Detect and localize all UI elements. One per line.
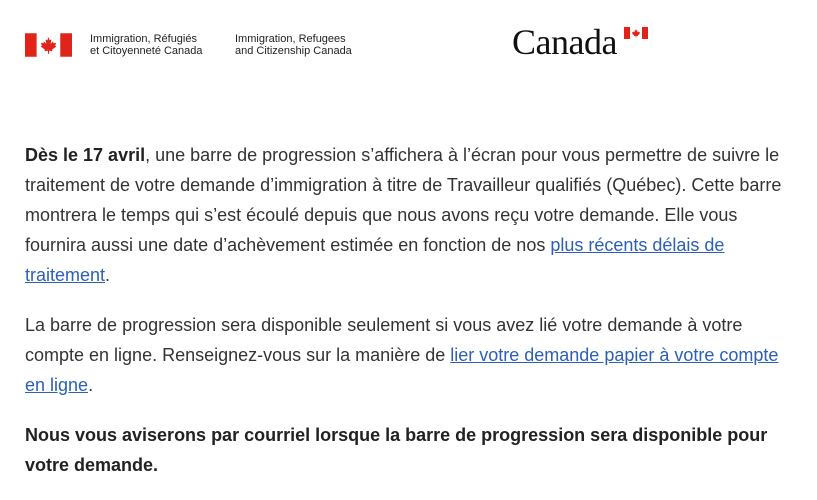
canada-wordmark <box>512 22 617 62</box>
paragraph-email-notice: Nous vous aviserons par courriel lorsque la barre de progression sera disponible pour votre demande. <box>25 425 768 475</box>
paragraph-2-end: . <box>88 375 94 395</box>
paragraph-1-text: , une barre de progression s’affichera à l’écran pour vous permettre de suivre le traitement de votre demande d’immigration à titre de Travailleur qualifiés (Québec). Cette barre montrera le temps qui s’est écoulé depuis que nous avons reçu votre demande. Elle vous fournira aussi une date d’achèvement estimée en fonction de nos <box>25 145 782 255</box>
main-content <box>25 140 785 500</box>
canada-flag-icon <box>25 33 72 57</box>
department-name-english <box>235 33 352 57</box>
paragraph-progress-bar-intro <box>25 140 785 290</box>
wordmark-text: Canada <box>512 22 617 62</box>
dept-fr-line2: et Citoyenneté Canada <box>90 45 203 57</box>
date-highlight: Dès le 17 avril <box>25 145 146 165</box>
wordmark-flag-icon <box>624 27 648 39</box>
paragraph-1-end: . <box>105 265 111 285</box>
header <box>0 0 817 80</box>
processing-times-link[interactable]: plus récents délais de traitement <box>25 235 725 285</box>
dept-fr-line1: Immigration, Réfugiés <box>90 33 197 45</box>
department-name-french <box>90 33 203 57</box>
paragraph-link-application <box>25 310 785 400</box>
dept-en-line2: and Citizenship Canada <box>235 45 352 57</box>
paragraph-2-text: La barre de progression sera disponible seulement si vous avez lié votre demande à votre compte en ligne. Renseignez-vous sur la manière de <box>25 315 743 365</box>
link-paper-application-link[interactable]: lier votre demande papier à votre compte en ligne <box>25 345 779 395</box>
dept-en-line1: Immigration, Refugees <box>235 33 346 45</box>
